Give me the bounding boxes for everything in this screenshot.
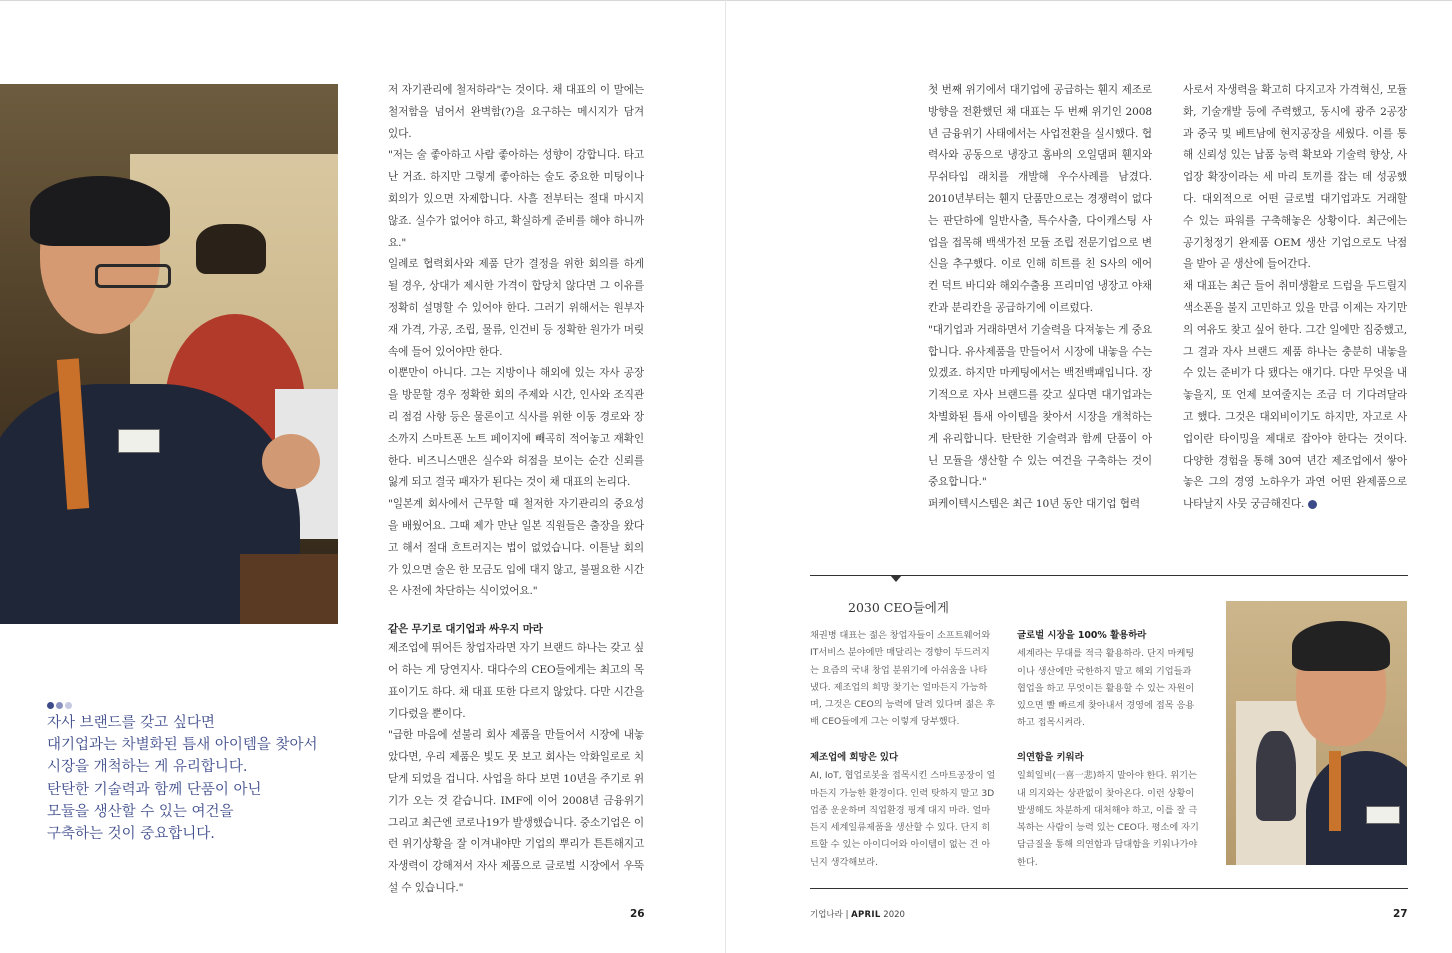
pull-quote-dots <box>47 694 74 713</box>
article-column-1 <box>388 80 644 900</box>
dot-icon <box>56 702 63 709</box>
paragraph-text: 채 대표는 최근 들어 취미생활로 드럼을 두드릴지 색소폰을 불지 고민하고 있을 만큼 이제는 자기만의 여유도 찾고 싶어 한다. 그간 일에만 집중했고, 그 결과 자사 브랜드 제품 하나는 충분히 내놓을 수 있는 준비가 다 됐다는 얘기다. 다만 무엇을 내놓을지, 또 언제 보여줄지는 조금 더 기다려달라고 했다. 그것은 대외비이기도 하지만, 자고로 사업이란 타이밍을 제대로 잡아야 한다는 것이다. 다양한 경험을 통해 30여 년간 제조업에서 쌓아놓은 그의 경영 노하우가 과연 어떤 완제품으로 나타날지 사뭇 궁금해진다. <box>1183 280 1407 511</box>
paragraph: 저 자기관리에 철저하라"는 것이다. 채 대표의 이 말에는 철저함을 넘어서 완벽함(?)을 요구하는 메시지가 담겨 있다. <box>388 84 644 140</box>
paragraph: "급한 마음에 섣불리 회사 제품을 만들어서 시장에 내놓았다면, 우리 제품은 빛도 못 보고 회사는 악화일로로 치닫게 되었을 겁니다. 사업을 하다 보면 10년을 주기로 위기가 오는 것 같습니다. IMF에 이어 2008년 금융위기 그리고 최근엔 코로나19가 발생했습니다. 중소기업은 이런 위기상황을 잘 이겨내야만 기업의 뿌리가 튼튼해지고 자생력이 강해져서 자사 제품으로 글로벌 시장에서 우뚝 설 수 있습니다." <box>388 729 644 894</box>
box-text: AI, IoT, 협업로봇을 접목시킨 스마트공장이 얼마든지 가능한 환경이다. 인력 탓하지 말고 3D 업종 운운하며 직업환경 핑계 대지 마라. 얼마든지 세계일류제품을 생산할 수 있다. 단지 히트할 수 있는 아이디어와 아이템이 없는 건 아닌지 생각해보라. <box>810 770 996 868</box>
pull-quote-line: 탄탄한 기술력과 함께 단품이 아닌 <box>47 781 262 798</box>
paragraph: 퍼케이텍시스템은 최근 10년 동안 대기업 협력 <box>928 498 1141 511</box>
box-item <box>1017 627 1203 732</box>
ceo-portrait-photo <box>0 84 338 624</box>
footer-separator: | <box>845 910 849 920</box>
article-column-4 <box>1183 80 1407 516</box>
article-column-3 <box>928 80 1152 516</box>
box-text: 채권병 대표는 젊은 창업자들이 소프트웨어와 IT서비스 분야에만 매달리는 경향이 두드러지는 요즘의 국내 창업 분위기에 아쉬움을 나타냈다. 제조업의 희망 찾기는 얼마든지 가능하며, 그것은 CEO의 능력에 달려 있다며 젊은 후배 CEO들에게 그는 이렇게 당부했다. <box>810 630 995 728</box>
dot-icon <box>65 702 72 709</box>
box-text: 세계라는 무대를 적극 활용하라. 단지 마케팅이나 생산에만 국한하지 말고 해외 기업들과 협업을 하고 무엇이든 활용할 수 있는 자원이 있으면 빨 빠르게 찾아내서 경영에 접목 응용하고 접목시켜라. <box>1017 648 1195 729</box>
ceo-smiling-photo <box>1226 601 1407 865</box>
box-item <box>1017 749 1203 871</box>
box-item-heading: 제조업에 희망은 있다 <box>810 752 899 763</box>
box-item-heading: 글로벌 시장을 100% 활용하라 <box>1017 630 1147 641</box>
box-bottom-rule <box>810 888 1408 889</box>
paragraph: 일례로 협력회사와 제품 단가 결정을 위한 회의를 하게 될 경우, 상대가 제시한 가격이 합당치 않다면 그 이유를 정확히 설명할 수 있어야 한다. 그러기 위해서는 원부자재 가격, 가공, 조립, 물류, 인건비 등 정확한 원가가 머릿속에 들어 있어야만 한다. <box>388 258 644 358</box>
pull-quote-line: 대기업과는 차별화된 틈새 아이템을 찾아서 <box>47 737 318 754</box>
box-item <box>810 749 996 871</box>
pull-quote-line: 시장을 개척하는 게 유리합니다. <box>47 759 248 776</box>
page-number-right: 27 <box>1393 908 1408 920</box>
section-heading: 같은 무기로 대기업과 싸우지 마라 <box>388 623 543 636</box>
top-rule <box>0 0 1452 1</box>
paragraph: 제조업에 뛰어든 창업자라면 자기 브랜드 하나는 갖고 싶어 하는 게 당연지사. 대다수의 CEO들에게는 최고의 목표이기도 하다. 채 대표 또한 다르지 않았다. 다만 시간을 기다렸을 뿐이다. <box>388 642 644 720</box>
page-gutter <box>725 0 726 953</box>
paragraph: "대기업과 거래하면서 기술력을 다져놓는 게 중요합니다. 유사제품을 만들어서 시장에 내놓을 수는 있겠죠. 하지만 마케팅에서는 백전백패입니다. 장기적으로 자사 브랜드를 갖고 싶다면 대기업과는 차별화된 틈새 아이템을 찾아서 시장을 개척하는 게 유리합니다. 탄탄한 기술력과 함께 단품이 아닌 모듈을 생산할 수 있는 여건을 구축하는 것이 중요합니다." <box>928 323 1152 489</box>
paragraph <box>1183 276 1407 516</box>
paragraph: 사로서 자생력을 확고히 다지고자 가격혁신, 모듈화, 기술개발 등에 주력했고, 동시에 광주 2공장과 중국 및 베트남에 현지공장을 세웠다. 이를 통해 신뢰성 있는 납품 능력 확보와 기술력 향상, 사업장 확장이라는 세 마리 토끼를 잡는 데 성공했다. 대외적으로 어떤 글로벌 대기업과도 거래할 수 있는 파워를 구축해놓은 상황이다. 최근에는 공기청정기 완제품 OEM 생산 기업으로도 낙점을 받아 곧 생산에 들어간다. <box>1183 84 1407 271</box>
pull-quote-line: 모듈을 생산할 수 있는 여건을 <box>47 803 234 820</box>
box-item-heading: 의연함을 키워라 <box>1017 752 1084 763</box>
pull-quote-line: 구축하는 것이 중요합니다. <box>47 826 215 843</box>
dot-icon <box>47 702 54 709</box>
paragraph: "저는 술 좋아하고 사람 좋아하는 성향이 강합니다. 타고난 거죠. 하지만 그렇게 좋아하는 술도 중요한 미팅이나 회의가 있으면 자제합니다. 사흘 전부터는 절대 마시지 않죠. 실수가 없어야 하고, 확실하게 준비를 해야 하니까요." <box>388 149 644 249</box>
box-intro <box>810 627 996 731</box>
magazine-name: 기업나라 <box>810 910 843 920</box>
pull-quote-line: 자사 브랜드를 갖고 싶다면 <box>47 715 215 731</box>
end-mark-icon <box>1308 500 1317 509</box>
box-pointer-icon <box>890 575 902 582</box>
issue-year: 2020 <box>883 910 905 920</box>
magazine-footer <box>810 908 905 920</box>
box-title: 2030 CEO들에게 <box>848 600 949 615</box>
box-text: 일희일비(一喜一悲)하지 말아야 한다. 위기는 내 의지와는 상관없이 찾아온다. 이런 상황이 발생해도 차분하게 대처해야 하고, 이를 잘 극복하는 사람이 능력 있는 CEO다. 평소에 자기 담금질을 통해 의연함과 담대함을 키워나가야 한다. <box>1017 770 1199 868</box>
paragraph: 이뿐만이 아니다. 그는 지방이나 해외에 있는 자사 공장을 방문할 경우 정확한 회의 주제와 시간, 인사와 조직관리 점검 사항 등은 물론이고 식사를 위한 이동 경로와 장소까지 스마트폰 노트 페이지에 빼곡히 적어놓고 재확인한다. 비즈니스맨은 실수와 허점을 보이는 순간 신뢰를 잃게 되고 결국 패자가 된다는 것이 채 대표의 논리다. <box>388 367 644 489</box>
issue-month: APRIL <box>851 910 881 920</box>
page-number-left: 26 <box>630 908 645 920</box>
pull-quote <box>47 712 347 845</box>
paragraph: 첫 번째 위기에서 대기업에 공급하는 휀지 제조로 방향을 전환했던 채 대표는 두 번째 위기인 2008년 금융위기 사태에서는 사업전환을 실시했다. 협력사와 공동으로 냉장고 홈바의 오일댐퍼 휀지와 무쉬타입 래치를 개발해 우수사례를 남겼다. 2010년부터는 휀지 단품만으로는 경쟁력이 없다는 판단하에 일반사출, 특수사출, 다이캐스팅 사업을 접목해 백색가전 모듈 조립 전문기업으로 변신을 추구했다. 이로 인해 히트를 친 S사의 에어컨 덕트 바디와 해외수출용 프리미엄 냉장고 야채칸과 분리칸을 공급하기에 이르렀다. <box>928 84 1152 314</box>
paragraph: "일본계 회사에서 근무할 때 철저한 자기관리의 중요성을 배웠어요. 그때 제가 만난 일본 직원들은 출장을 왔다고 해서 절대 흐트러지는 법이 없었습니다. 이튿날 회의가 있으면 술은 한 모금도 입에 대지 않고, 불필요한 시간은 사전에 차단하는 식이었어요." <box>388 498 644 598</box>
